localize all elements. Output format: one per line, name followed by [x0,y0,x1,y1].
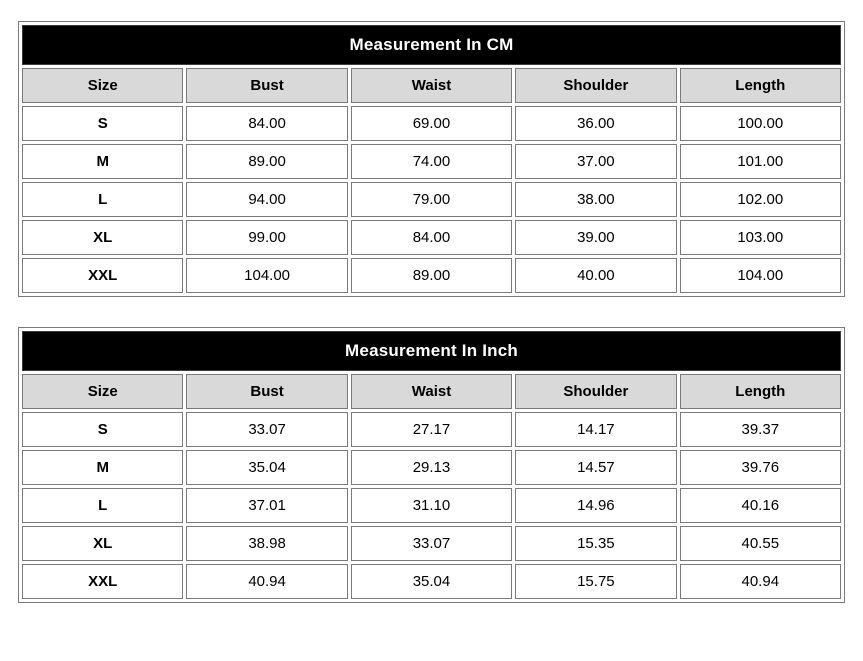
size-label: L [22,182,183,217]
table-header-row [22,374,841,409]
table-cell: 31.10 [351,488,512,523]
table-cell: 14.17 [515,412,676,447]
table-cell: 38.00 [515,182,676,217]
table-cell: 27.17 [351,412,512,447]
table-cell: 40.94 [186,564,347,599]
table-row [22,182,841,217]
table-cell: 29.13 [351,450,512,485]
size-label: XXL [22,258,183,293]
table-row [22,144,841,179]
table-cell: 14.96 [515,488,676,523]
table-title: Measurement In CM [22,25,841,65]
column-header-shoulder: Shoulder [515,374,676,409]
size-label: S [22,412,183,447]
table-row [22,450,841,485]
table-cell: 35.04 [351,564,512,599]
table-cell: 104.00 [186,258,347,293]
size-label: XL [22,526,183,561]
column-header-size: Size [22,374,183,409]
size-label: M [22,144,183,179]
column-header-length: Length [680,68,841,103]
table-cell: 15.35 [515,526,676,561]
table-row [22,106,841,141]
table-cell: 40.55 [680,526,841,561]
column-header-length: Length [680,374,841,409]
table-title-row [22,331,841,371]
table-cell: 40.94 [680,564,841,599]
table-cell: 104.00 [680,258,841,293]
size-label: M [22,450,183,485]
table-cell: 40.16 [680,488,841,523]
measurement-table-cm [18,21,845,297]
table-cell: 39.37 [680,412,841,447]
table-cell: 69.00 [351,106,512,141]
table-cell: 40.00 [515,258,676,293]
table-row [22,488,841,523]
table-cell: 89.00 [186,144,347,179]
table-cell: 33.07 [351,526,512,561]
column-header-size: Size [22,68,183,103]
size-label: XXL [22,564,183,599]
table-row [22,564,841,599]
table-cell: 38.98 [186,526,347,561]
table-header-row [22,68,841,103]
table-cell: 15.75 [515,564,676,599]
table-cell: 89.00 [351,258,512,293]
table-row [22,412,841,447]
table-cell: 99.00 [186,220,347,255]
column-header-bust: Bust [186,374,347,409]
table-cell: 84.00 [186,106,347,141]
size-label: XL [22,220,183,255]
table-cell: 74.00 [351,144,512,179]
table-row [22,526,841,561]
column-header-shoulder: Shoulder [515,68,676,103]
column-header-bust: Bust [186,68,347,103]
table-cell: 101.00 [680,144,841,179]
table-cell: 79.00 [351,182,512,217]
table-cell: 37.00 [515,144,676,179]
table-title-row [22,25,841,65]
table-cell: 84.00 [351,220,512,255]
table-cell: 36.00 [515,106,676,141]
table-cell: 94.00 [186,182,347,217]
size-label: S [22,106,183,141]
size-label: L [22,488,183,523]
table-cell: 39.76 [680,450,841,485]
table-cell: 102.00 [680,182,841,217]
table-row [22,220,841,255]
table-cell: 37.01 [186,488,347,523]
table-title: Measurement In Inch [22,331,841,371]
table-cell: 39.00 [515,220,676,255]
measurement-table-inch [18,327,845,603]
table-cell: 103.00 [680,220,841,255]
table-cell: 100.00 [680,106,841,141]
column-header-waist: Waist [351,374,512,409]
table-cell: 33.07 [186,412,347,447]
table-cell: 14.57 [515,450,676,485]
column-header-waist: Waist [351,68,512,103]
table-cell: 35.04 [186,450,347,485]
table-row [22,258,841,293]
